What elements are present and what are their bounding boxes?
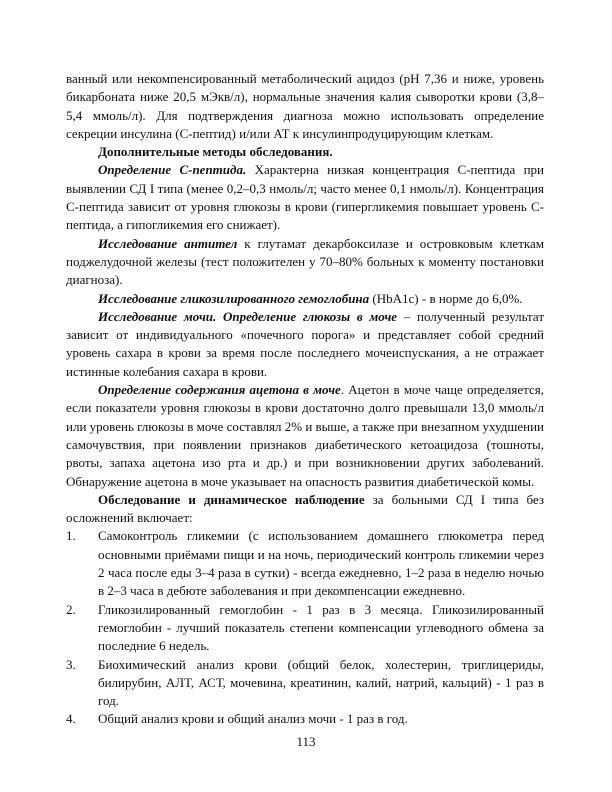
list-item-number: 3. [66, 656, 76, 672]
list-item-number: 1. [66, 528, 76, 544]
list-item-text: Биохимический анализ крови (общий белок, холестерин, триглицериды, билирубин, АЛТ, АСТ, мочевина, креатинин, калий, натрий, кальций) - 1 раз в год. [98, 656, 544, 709]
page-number: 113 [296, 734, 316, 749]
acetone-lead: Определение содержания ацетона в моче [98, 382, 341, 398]
list-item-number: 4. [66, 711, 76, 727]
paragraph-acetone [66, 381, 544, 491]
acetone-text: . Ацетон в моче чаще определяется, если показатели уровня глюкозы в крови достаточно долго превышали 13,0 ммоль/л или уровень глюкозы в моче составлял 2% и выше, а также при внезапном ухудшении самочувствия, при появлении признаков диабетического кетоацидоза (тошноты, рвоты, запаха ацетона изо рта и др.) и при возникновении других заболеваний. Обнаружение ацетона в моче указывает на опасность развития диабетической комы. [66, 382, 544, 489]
paragraph-urine [66, 308, 544, 381]
monitoring-lead: Обследование и динамическое наблюдение [98, 491, 365, 507]
section-heading: Дополнительные методы обследования. [98, 144, 333, 160]
paragraph-monitoring [66, 491, 544, 528]
page-content [66, 70, 544, 729]
list-item-text: Самоконтроль гликемии (с использованием домашнего глюкометра перед основными приёмами пищи и на ночь, периодический контроль гликемии через 2 часа после еды 3–4 раза в сутки) - всегда ежедневно, 1–2 раза в неделю ночью в 2–3 часа в дебюте заболевания и при декомпенсации ежедневно. [98, 528, 544, 599]
list-item-text: Общий анализ крови и общий анализ мочи - 1 раз в год. [98, 711, 408, 727]
urine-lead: Исследование мочи. Определение глюкозы в моче [98, 308, 398, 324]
list-item [66, 601, 544, 656]
monitoring-text: за больными СД I типа без осложнений включает: [66, 491, 544, 526]
list-item [66, 527, 544, 600]
paragraph-hba1c [66, 290, 544, 308]
paragraph-acidosis: ванный или некомпенсированный метаболический ацидоз (рН 7,36 и ниже, уровень бикарбоната ниже 20,5 мЭкв/л), нормальные значения калия сыворотки крови (3,8–5,4 ммоль/л). Для подтверждения диагноза можно использовать определение секреции инсулина (С-пептид) и/или АТ к инсулинпродуцирующим клеткам. [66, 71, 544, 141]
hba1c-text: (HbA1c) - в норме до 6,0%. [369, 290, 523, 306]
antibodies-text: к глутамат декарбоксилазе и островковым клеткам поджелудочной железы (тест положителен у 70–80% больных к моменту постановки диагноза). [66, 235, 545, 288]
list-item-number: 2. [66, 601, 76, 617]
c-peptide-lead: Определение С-пептида. [98, 162, 247, 178]
list-item-text: Гликозилированный гемоглобин - 1 раз в 3 месяца. Гликозилированный гемоглобин - лучший показатель степени компенсации углеводного обмена за последние 6 недель. [98, 601, 544, 654]
paragraph-c-peptide [66, 161, 544, 234]
c-peptide-text: Характерна низкая концентрация С-пептида при выявлении СД I типа (менее 0,2–0,3 нмоль/л; часто менее 0,1 нмоль/л). Концентрация С-пептида зависит от уровня глюкозы в крови (гипергликемия повышает уровень С-пептида, а гипогликемия его снижает). [66, 162, 545, 233]
urine-text: – полученный результат зависит от индивидуального «почечного порога» и представляет собой средний уровень сахара в крови за время после последнего мочеиспускания, а не отражает истинные колебания сахара в крови. [66, 308, 544, 379]
list-item [66, 656, 544, 711]
list-item [66, 710, 544, 728]
monitoring-list [66, 527, 544, 728]
paragraph-antibodies [66, 235, 544, 290]
antibodies-lead: Исследование антител [98, 235, 238, 251]
hba1c-lead: Исследование гликозилированного гемоглобина [98, 290, 370, 306]
